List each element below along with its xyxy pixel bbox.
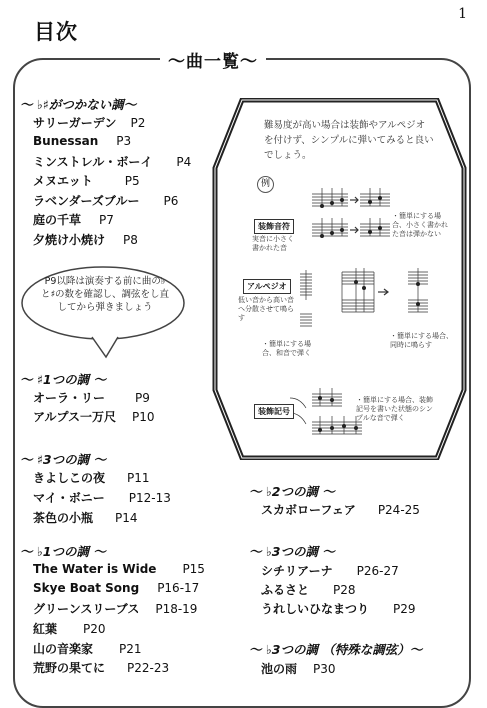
song-title: Skye Boat Song xyxy=(33,581,140,595)
toc-entry[interactable] xyxy=(261,501,420,518)
page-ref: P20 xyxy=(83,622,106,636)
toc-entry[interactable] xyxy=(33,389,150,406)
toc-entry[interactable] xyxy=(33,114,145,131)
song-title: マイ・ボニー xyxy=(33,491,105,505)
page-ref: P22-23 xyxy=(127,661,170,675)
toc-entry[interactable] xyxy=(33,192,178,209)
toc-entry[interactable] xyxy=(33,620,106,637)
song-title: 夕焼け小焼け xyxy=(33,233,106,247)
song-title: スカボローフェア xyxy=(261,503,356,517)
toc-entry[interactable] xyxy=(33,489,171,506)
song-title: グリーンスリーブス xyxy=(33,602,140,616)
song-title: アルプス一万尺 xyxy=(33,410,117,424)
toc-entry[interactable] xyxy=(261,562,399,579)
song-title: シチリアーナ xyxy=(261,564,333,578)
page-ref: P21 xyxy=(119,642,142,656)
page-ref: P8 xyxy=(123,233,138,247)
section-heading: 〜 ♭♯がつかない調〜 xyxy=(20,97,137,112)
song-title: オーラ・リー xyxy=(33,391,106,405)
toc-entry[interactable] xyxy=(33,469,150,486)
section-heading: 〜 ♭3つの調 〜 xyxy=(249,544,335,559)
song-title: サリーガーデン xyxy=(33,116,117,130)
song-title: うれしいひなまつり xyxy=(261,602,370,616)
page-ref: P26-27 xyxy=(356,564,399,578)
toc-entry[interactable] xyxy=(33,509,138,526)
song-title: 茶色の小瓶 xyxy=(33,511,94,525)
toc-entry[interactable] xyxy=(33,600,197,617)
page-ref: P7 xyxy=(99,213,114,227)
page-ref: P2 xyxy=(130,116,146,130)
ornament-symbol-simplify: ・簡単にする場合、装飾記号を書いた状態のシンプルな音で弾く xyxy=(356,396,433,422)
card-note: 難易度が高い場合は装飾やアルペジオを付けず、シンプルに弾いてみると良いでしょう。 xyxy=(264,120,434,161)
song-title: 池の雨 xyxy=(261,662,298,676)
toc-entry[interactable] xyxy=(33,172,140,189)
song-title: メヌエット xyxy=(33,174,93,188)
arpeggio-label: アルペジオ xyxy=(243,279,291,294)
song-title: 荒野の果てに xyxy=(33,661,106,675)
toc-entry[interactable] xyxy=(33,640,142,657)
bubble-text: P9以降は演奏する前に曲の♭と♯の数を確認し、調弦をし直してから弾きましょう xyxy=(40,276,170,313)
ornament-symbol-label: 装飾記号 xyxy=(254,404,294,419)
toc-entry[interactable] xyxy=(33,134,131,148)
subtitle: 〜曲一覧〜 xyxy=(160,47,266,72)
section-heading: 〜 ♯1つの調 〜 xyxy=(20,372,106,387)
page-ref: P24-25 xyxy=(377,503,420,517)
page-ref: P28 xyxy=(333,583,356,597)
page-ref: P15 xyxy=(182,562,205,576)
arpeggio-chord-note: ・簡単にする場合、和音で弾く xyxy=(262,340,311,357)
song-title: Bunessan xyxy=(33,134,99,148)
toc-entry[interactable] xyxy=(261,600,416,617)
page-ref: P16-17 xyxy=(157,581,200,595)
toc-entry[interactable] xyxy=(33,408,155,425)
ornament-simplify: ・簡単にする場合、小さく書かれた音は弾かない xyxy=(392,212,448,238)
page-ref: P11 xyxy=(127,471,150,485)
toc-entry[interactable] xyxy=(33,562,205,576)
song-title: 庭の千草 xyxy=(33,213,82,227)
section-heading: 〜 ♭1つの調 〜 xyxy=(20,544,106,559)
section-heading: 〜 ♯3つの調 〜 xyxy=(20,452,106,467)
page-number: 1 xyxy=(458,6,467,22)
song-title: ふるさと xyxy=(261,583,310,597)
ornament-label: 装飾音符 xyxy=(254,219,294,234)
toc-entry[interactable] xyxy=(33,581,199,595)
arpeggio-desc: 低い音から高い音へ分散させて鳴らす xyxy=(238,296,294,322)
toc-entry[interactable] xyxy=(33,231,138,248)
page-ref: P14 xyxy=(115,511,138,525)
page-ref: P9 xyxy=(135,391,150,405)
song-title: きよしこの夜 xyxy=(33,471,106,485)
page-ref: P10 xyxy=(132,410,155,424)
song-title: 山の音楽家 xyxy=(33,642,94,656)
example-label: 例 xyxy=(257,176,274,193)
toc-entry[interactable] xyxy=(33,153,191,170)
song-title: The Water is Wide xyxy=(33,562,157,576)
arpeggio-simplify: ・簡単にする場合、同時に鳴らす xyxy=(390,332,453,349)
page-ref: P3 xyxy=(116,134,132,148)
song-title: 紅葉 xyxy=(33,622,58,636)
song-title: ミンストレル・ボーイ xyxy=(33,155,153,169)
page-title: 目次 xyxy=(34,20,78,44)
song-title: ラベンダーズブルー xyxy=(33,194,140,208)
page-ref: P18-19 xyxy=(155,602,198,616)
page-ref: P6 xyxy=(163,194,179,208)
section-heading: 〜 ♭2つの調 〜 xyxy=(249,484,335,499)
page-ref: P29 xyxy=(393,602,416,616)
page-ref: P30 xyxy=(313,662,336,676)
page-ref: P5 xyxy=(124,174,140,188)
toc-entry[interactable] xyxy=(33,659,169,676)
page-ref: P4 xyxy=(176,155,192,169)
ornament-desc: 実音に小さく書かれた音 xyxy=(252,235,294,252)
section-heading: 〜 ♭3つの調 （特殊な調弦）〜 xyxy=(249,642,423,657)
toc-entry[interactable] xyxy=(261,660,336,677)
toc-entry[interactable] xyxy=(33,211,114,228)
toc-entry[interactable] xyxy=(261,581,356,598)
page-ref: P12-13 xyxy=(128,491,171,505)
